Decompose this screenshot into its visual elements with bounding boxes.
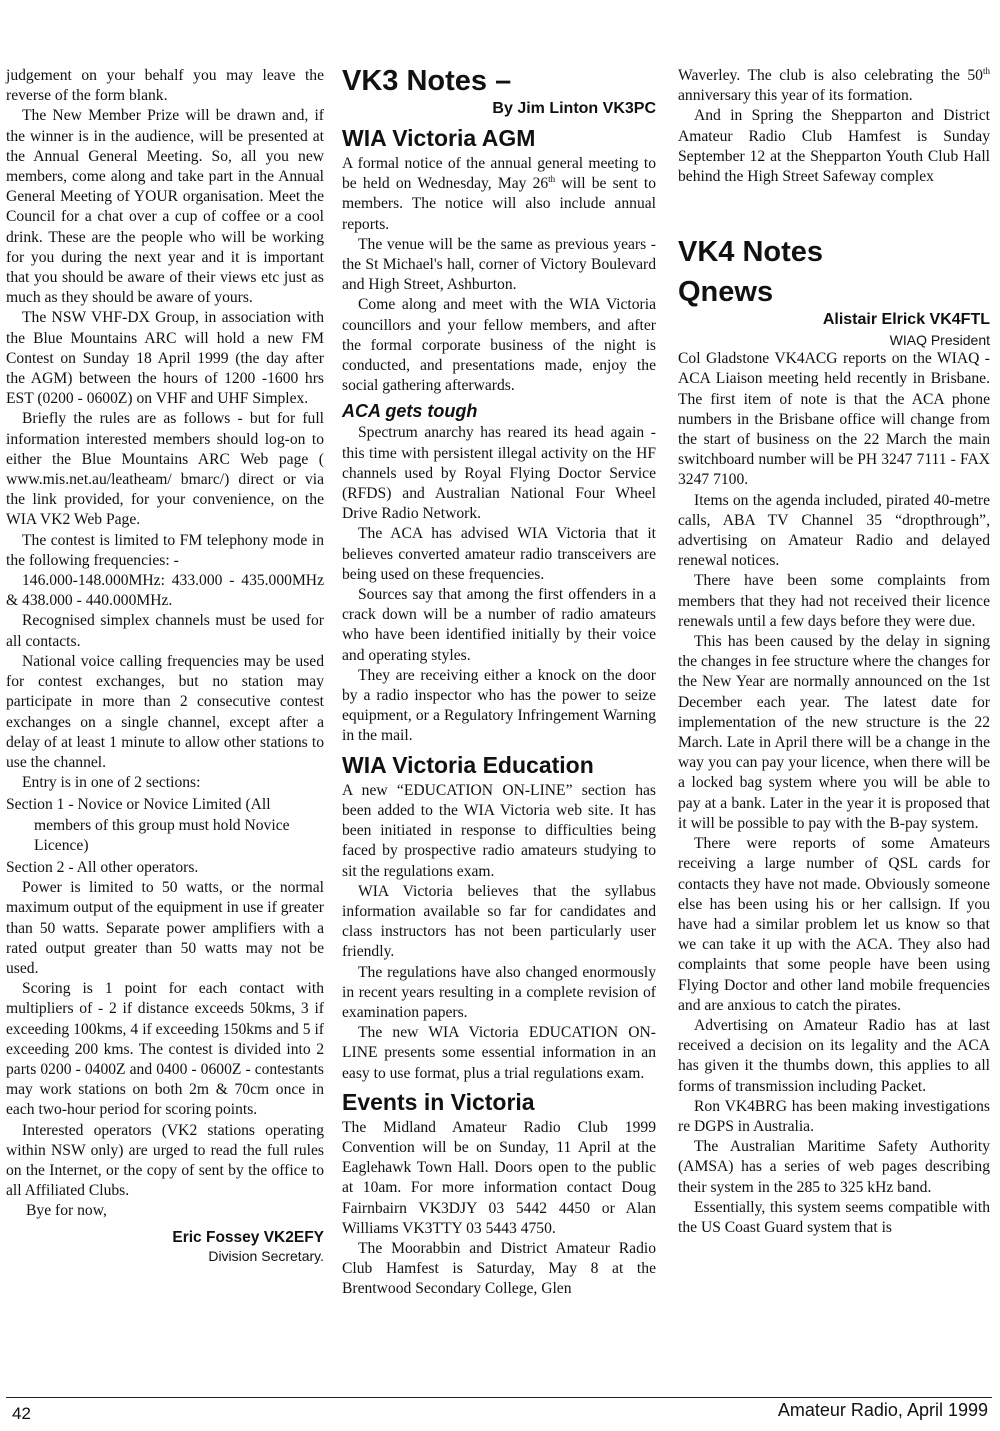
- paragraph: The Midland Amateur Radio Club 1999 Convention will be on Sunday, 11 April at the Eaglehawk Town Hall. Doors open to the public at 10am. For more information contact Doug Fairnbairn VK3DJY 03 5442 4450 or Alan Williams VK3TTY 03 5443 4750.: [342, 1118, 656, 1237]
- magazine-issue: Amateur Radio, April 1999: [777, 1400, 988, 1420]
- footer-rule: [6, 1397, 992, 1398]
- column-right: [678, 66, 990, 1238]
- paragraph: The New Member Prize will be drawn and, if the winner is in the audience, will be presented at the Annual General Meeting. So, all you new members, come along and take part in the Annual General Meeting of YOUR organisation. Meet the Council for a chat over a cup of coffee or a cool drink. These are the people who will be working for you during the next year and it is important that you should be aware of their views etc just as much as they should be aware of yours.: [6, 107, 324, 307]
- vk4-byline: Alistair Elrick VK4FTL: [822, 311, 990, 329]
- paragraph: Power is limited to 50 watts, or the normal maximum output of the equipment in use if greater than 50 watts. Separate power amplifiers with a rated output greater than 50 watts may not be used.: [6, 879, 324, 977]
- paragraph: This has been caused by the delay in signing the changes in fee structure where the changes for the New Year are normally announced on the 1st December each year. The latest date for implementation of the new structure is the 22 March. Late in April there will be a change in the way you can pay your licence, when there will be a locked bag system where you will be able to pay at a bank. Later in the year it is proposed that it will be possible to pay with the B-pay system.: [678, 633, 990, 832]
- paragraph: The new WIA Victoria EDUCATION ON-LINE presents some essential information in an easy to use format, plus a trial regulations exam.: [342, 1024, 656, 1082]
- paragraph: Sources say that among the first offenders in a crack down will be a number of radio amateurs who have been identified initially by their voice and operating styles.: [342, 586, 656, 664]
- paragraph: Advertising on Amateur Radio has at last received a decision on its legality and the ACA has given it the thumbs down, this applies to all forms of transmission including Packet.: [678, 1016, 990, 1095]
- page-number: 42: [12, 1404, 31, 1423]
- vk4-notes-title: VK4 Notes: [678, 236, 824, 269]
- section-2-description: Section 2 - All other operators.: [6, 858, 199, 876]
- paragraph: The NSW VHF-DX Group, in association with the Blue Mountains ARC will hold a new FM Contest on Sunday 18 April 1999 (the day after the AGM) between the hours of 1200 -1600 hrs EST (0200 - 0600Z) on VHF and UHF Simplex.: [6, 309, 324, 408]
- paragraph: Ron VK4BRG has been making investigations re DGPS in Australia.: [678, 1097, 990, 1135]
- paragraph: Recognised simplex channels must be used for all contacts.: [6, 612, 324, 650]
- vk3-byline: By Jim Linton VK3PC: [492, 100, 656, 117]
- signature-title: Division Secretary.: [208, 1247, 324, 1264]
- paragraph: 146.000-148.000MHz: 433.000 - 435.000MHz & 438.000 - 440.000MHz.: [6, 572, 324, 610]
- paragraph: WIA Victoria believes that the syllabus information available so far for candidates and class instructors has not been particularly user friendly.: [342, 882, 656, 961]
- paragraph: Scoring is 1 point for each contact with multipliers of - 2 if distance exceeds 50kms, 3 if exceeding 100kms, 4 if exceeding 150kms and 5 if exceeding 200 kms. The contest is divided into 2 parts 0200 - 0400Z and 0400 - 0600Z - contestants may work stations on both 2m & 70cm once in each two-hour period for scoring points.: [6, 980, 324, 1119]
- heading-events: Events in Victoria: [342, 1088, 535, 1115]
- paragraph: The contest is limited to FM telephony mode in the following frequencies: -: [6, 531, 324, 569]
- paragraph: A formal notice of the annual general meeting to be held on Wednesday, May 26th will be sent to members. The notice will also include annual reports.: [342, 155, 656, 233]
- paragraph: A new “EDUCATION ON-LINE” section has been added to the WIA Victoria web site. It has been initiated in response to difficulties being faced by prospective radio amateurs studying to sit the regulations exam.: [342, 781, 656, 880]
- paragraph: Interested operators (VK2 stations operating within NSW only) are urged to read the full rules on the Internet, or the copy of sent by the office to all Affiliated Clubs.: [6, 1121, 324, 1200]
- paragraph: And in Spring the Shepparton and District Amateur Radio Club Hamfest is Sunday September 12 at the Shepparton Youth Club Hall behind the High Street Safeway complex: [678, 107, 990, 186]
- vk3-notes-title: VK3 Notes –: [342, 65, 512, 97]
- signature-name: Eric Fossey VK2EFY: [172, 1228, 324, 1246]
- paragraph: Col Gladstone VK4ACG reports on the WIAQ - ACA Liaison meeting held recently in Brisbane. The first item of note is that the ACA phone numbers in the Brisbane office will change from the start of business on the 22 March the main switchboard number will be PH 3247 7111 - FAX 3247 7100.: [678, 350, 990, 489]
- paragraph: They are receiving either a knock on the door by a radio inspector who has the power to seize equipment, or a Regulatory Infringement Warning in the mail.: [342, 666, 656, 745]
- column-middle: [342, 64, 656, 1300]
- paragraph: Spectrum anarchy has reared its head again - this time with persistent illegal activity on the HF channels used by Royal Flying Doctor Service (RFDS) and Australian National Four Wheel Drive Radio Network.: [342, 424, 656, 523]
- section-1-description: Section 1 - Novice or Novice Limited (All members of this group must hold Novice Licence): [6, 796, 290, 854]
- paragraph: The Moorabbin and District Amateur Radio Club Hamfest is Saturday, May 8 at the Brentwood Secondary College, Glen: [342, 1239, 656, 1298]
- paragraph: There were reports of some Amateurs receiving a large number of QSL cards for contacts they have not made. Obviously someone else has been using his or her callsign. If you have had a similar problem let us know so that we can take it up with the ACA. They also had complaints that some people have been using Flying Doctor and other land mobile frequencies and are anxious to catch the pirates.: [678, 835, 990, 1014]
- heading-education: WIA Victoria Education: [342, 751, 594, 778]
- paragraph: Bye for now,: [26, 1202, 107, 1220]
- paragraph: Waverley. The club is also celebrating the 50th anniversary this year of its formation.: [678, 65, 990, 105]
- paragraph: Items on the agenda included, pirated 40-metre calls, ABA TV Channel 35 “dropthrough”, advertising on Amateur Radio and delayed renewal notices.: [678, 491, 990, 570]
- paragraph: The Australian Maritime Safety Authority (AMSA) has a series of web pages describing their system in the 285 to 325 kHz band.: [678, 1138, 990, 1196]
- vk4-byline-title: WIAQ President: [889, 332, 990, 349]
- paragraph: Come along and meet with the WIA Victoria councillors and your fellow members, and after the formal corporate business of the night is conducted, and presentations made, enjoy the social gathering afterwards.: [342, 296, 656, 395]
- paragraph: Briefly the rules are as follows - but for full information interested members should log-on to either the Blue Mountains ARC Web page ( www.mis.net.au/leatheam/ bmarc/) direct or via the link provided, for your convenience, on the WIA VK2 Web Page.: [6, 410, 324, 529]
- paragraph: There have been some complaints from members that they had not received their licence renewals until a few days before they were due.: [678, 572, 990, 630]
- paragraph: judgement on your behalf you may leave the reverse of the form blank.: [6, 67, 324, 105]
- heading-agm: WIA Victoria AGM: [342, 125, 536, 151]
- paragraph: Entry is in one of 2 sections:: [22, 774, 201, 792]
- paragraph: The regulations have also changed enormously in recent years resulting in a complete revision of examination papers.: [342, 963, 656, 1021]
- qnews-title: Qnews: [678, 276, 774, 309]
- paragraph: Essentially, this system seems compatible with the US Coast Guard system that is: [678, 1198, 990, 1236]
- column-left: [6, 66, 324, 1265]
- heading-aca: ACA gets tough: [342, 401, 478, 422]
- paragraph: The venue will be the same as previous years - the St Michael's hall, corner of Victory Boulevard and High Street, Ashburton.: [342, 235, 656, 294]
- paragraph: The ACA has advised WIA Victoria that it believes converted amateur radio transceivers are being used on these frequencies.: [342, 525, 656, 583]
- paragraph: National voice calling frequencies may be used for contest exchanges, but no station may participate in more than 2 consecutive contest exchanges on a single channel, except after a delay of at least 1 minute to allow other stations to use the channel.: [6, 652, 324, 771]
